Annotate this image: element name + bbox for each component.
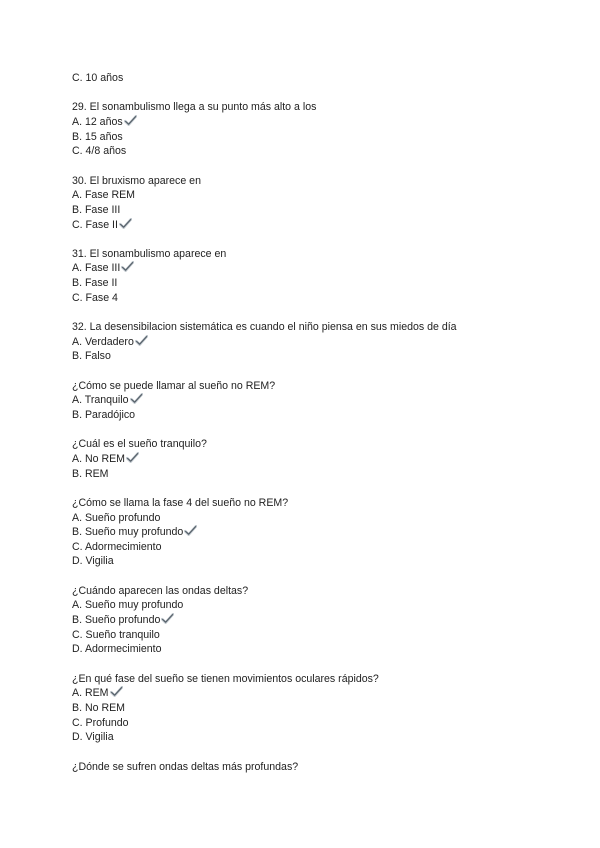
document-line: [72, 628, 160, 642]
document-line: [72, 511, 160, 525]
line-text: C. Profundo: [72, 716, 129, 729]
checkmark-icon: [161, 613, 174, 624]
line-text: ¿Cuál es el sueño tranquilo?: [72, 438, 207, 451]
line-text: ¿Dónde se sufren ondas deltas más profundas?: [72, 760, 299, 773]
document-line: [72, 584, 248, 598]
line-text: B. Fase III: [72, 203, 121, 216]
document-line: [72, 686, 123, 700]
line-text: C. Sueño tranquilo: [72, 628, 160, 641]
line-text: ¿Cuándo aparecen las ondas deltas?: [72, 584, 249, 597]
document-line: [72, 115, 137, 129]
checkmark-icon: [135, 335, 148, 346]
line-text: 32. La desensibilacion sistemática es cuando el niño piensa en sus miedos de día: [72, 321, 457, 334]
document-line: [72, 247, 226, 261]
line-text: B. 15 años: [72, 130, 123, 143]
line-text: B. Falso: [72, 350, 111, 363]
line-text: C. 10 años: [72, 72, 124, 84]
line-text: C. 4/8 años: [72, 145, 127, 158]
document-line: [72, 554, 114, 568]
document-line: [72, 130, 123, 144]
document-line: [72, 203, 120, 217]
document-line: [72, 467, 109, 481]
line-text: A. 12 años: [72, 115, 123, 128]
document-line: [72, 437, 207, 451]
line-text: D. Vigilia: [72, 731, 114, 744]
line-text: 29. El sonambulismo llega a su punto más alto a los: [72, 101, 317, 114]
document-line: [72, 379, 275, 393]
line-text: ¿En qué fase del sueño se tienen movimientos oculares rápidos?: [72, 672, 379, 685]
document-line: [72, 496, 288, 510]
document-line: [72, 525, 197, 539]
line-text: B. Sueño muy profundo: [72, 526, 184, 539]
line-text: B. REM: [72, 467, 109, 480]
checkmark-icon: [110, 686, 123, 697]
line-text: ¿Cómo se puede llamar al sueño no REM?: [72, 379, 276, 392]
document-line: [72, 349, 111, 363]
line-text: D. Adormecimiento: [72, 643, 162, 656]
document-line: [72, 71, 123, 85]
document-line: [72, 291, 118, 305]
line-text: A. Verdadero: [72, 335, 134, 348]
document-line: [72, 393, 143, 407]
line-text: ¿Cómo se llama la fase 4 del sueño no REM?: [72, 496, 289, 509]
line-text: A. Sueño muy profundo: [72, 599, 184, 612]
line-text: 31. El sonambulismo aparece en: [72, 247, 227, 260]
document-line: [72, 540, 162, 554]
line-text: A. Fase REM: [72, 189, 135, 202]
document-line: [72, 218, 132, 232]
line-text: A. Tranquilo: [72, 394, 129, 407]
document-line: [72, 642, 162, 656]
checkmark-icon: [126, 452, 139, 463]
document-line: [72, 276, 117, 290]
line-text: A. Fase III: [72, 262, 121, 275]
document-line: [72, 716, 129, 730]
line-text: B. Fase II: [72, 277, 118, 290]
line-text: D. Vigilia: [72, 555, 114, 568]
line-text: C. Fase 4: [72, 291, 118, 304]
document-line: [72, 144, 126, 158]
document-line: [72, 452, 139, 466]
line-text: 30. El bruxismo aparece en: [72, 174, 201, 187]
line-text: A. No REM: [72, 452, 125, 465]
document-line: [72, 701, 125, 715]
line-text: B. Sueño profundo: [72, 614, 161, 627]
document-line: [72, 100, 316, 114]
document-line: [72, 261, 134, 275]
line-text: C. Fase II: [72, 218, 118, 231]
line-text: B. Paradójico: [72, 408, 136, 421]
document-line: [72, 613, 174, 627]
document-line: [72, 335, 148, 349]
document-line: [72, 408, 135, 422]
checkmark-icon: [184, 525, 197, 536]
document-line: [72, 598, 183, 612]
document-line: [72, 672, 379, 686]
checkmark-icon: [121, 261, 134, 272]
document-line: [72, 760, 298, 774]
line-text: B. No REM: [72, 701, 125, 714]
checkmark-icon: [130, 393, 143, 404]
document-line: [72, 174, 201, 188]
document-line: [72, 320, 457, 334]
line-text: A. REM: [72, 687, 109, 700]
line-text: A. Sueño profundo: [72, 511, 161, 524]
checkmark-icon: [119, 218, 132, 229]
document-line: [72, 188, 135, 202]
document-line: [72, 730, 114, 744]
checkmark-icon: [124, 115, 137, 126]
line-text: C. Adormecimiento: [72, 540, 162, 553]
